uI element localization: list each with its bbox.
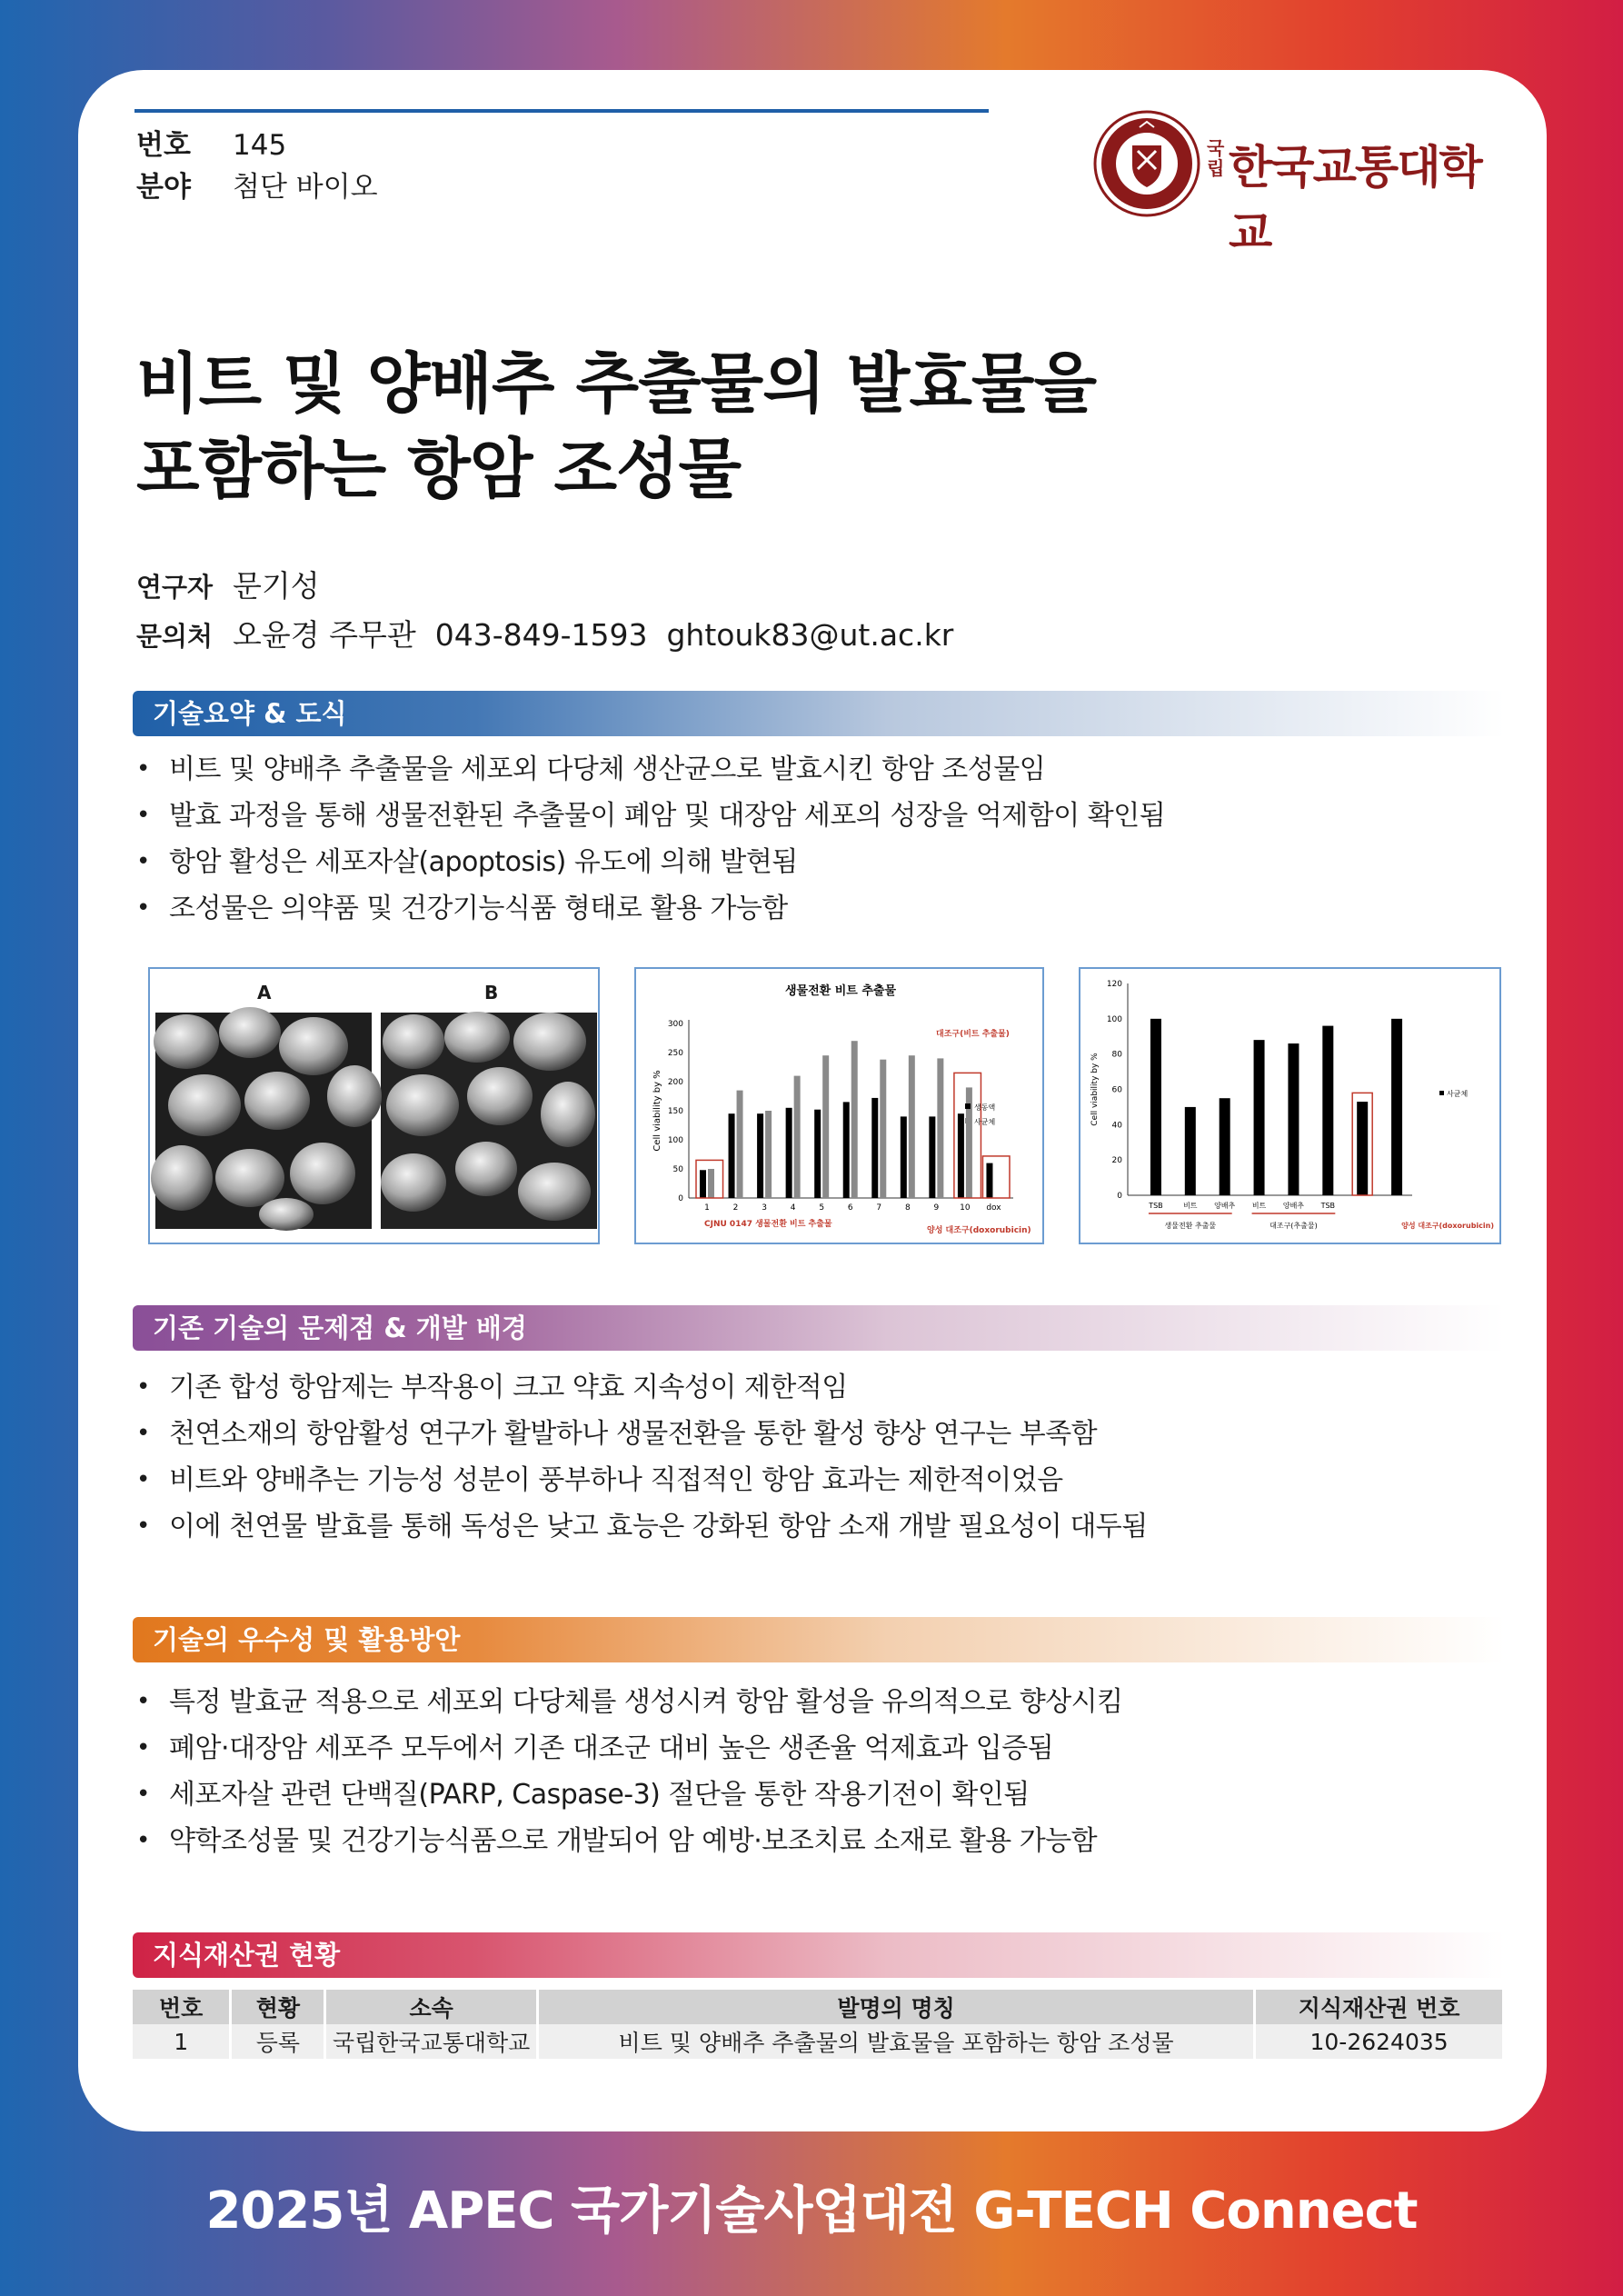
- title-line-1: 비트 및 양배추 추출물의 발효물을: [136, 345, 1096, 422]
- bar: [909, 1055, 915, 1198]
- table-cell: 10-2624035: [1255, 2024, 1504, 2059]
- y-axis-label: Cell viability by %: [652, 1070, 662, 1152]
- x-tick-label: 4: [790, 1203, 796, 1213]
- list-item: • 특정 발효균 적용으로 세포외 다당체를 생성시켜 항암 활성을 유의적으로 향상시킴: [136, 1679, 1123, 1725]
- researcher-value: 문기성: [233, 568, 320, 604]
- x-tick-label: 비트: [1183, 1202, 1198, 1210]
- annotation: 대조구(비트 추출물): [936, 1030, 1010, 1039]
- y-tick-label: 150: [667, 1107, 683, 1116]
- x-tick-label: 9: [933, 1203, 940, 1213]
- table-header: 번호: [133, 1990, 231, 2024]
- logo-small-text: 국립: [1207, 137, 1225, 179]
- bar: [851, 1041, 858, 1198]
- chart-1-svg: [636, 969, 1044, 1244]
- y-tick-label: 200: [667, 1078, 683, 1087]
- legend-label: 사균체: [974, 1118, 996, 1126]
- meta-number: [136, 122, 286, 163]
- x-tick-label: 6: [847, 1203, 853, 1213]
- bar: [958, 1113, 964, 1198]
- group-label: 양성 대조구(doxorubicin): [1401, 1222, 1494, 1230]
- x-tick-label: dox: [986, 1203, 1001, 1213]
- meta-field-label: 분야: [136, 171, 191, 204]
- bar: [1254, 1040, 1265, 1195]
- x-axis-label: CJNU 0147 생물전환 비트 추출물: [704, 1220, 832, 1229]
- x-tick-label: 8: [904, 1203, 911, 1213]
- bar: [843, 1102, 850, 1198]
- figure-label-b: B: [484, 982, 499, 1003]
- bar: [901, 1116, 907, 1198]
- y-tick-label: 40: [1111, 1121, 1122, 1131]
- table-cell: 국립한국교통대학교: [325, 2024, 538, 2059]
- researcher-label: 연구자: [136, 572, 214, 603]
- x-tick-label: 양배추: [1282, 1202, 1305, 1210]
- header-rule: [134, 109, 989, 113]
- section-excellence-header: 기술의 우수성 및 활용방안: [133, 1617, 1505, 1662]
- bar: [757, 1113, 763, 1198]
- x-tick-label: 5: [819, 1203, 825, 1213]
- x-tick-label: 2: [732, 1203, 739, 1213]
- table-cell: 등록: [231, 2024, 325, 2059]
- bar: [794, 1076, 801, 1198]
- page-title: [136, 341, 1096, 512]
- bar: [814, 1110, 821, 1198]
- table-row: [133, 2024, 1504, 2059]
- bar: [929, 1116, 935, 1198]
- university-logo: [1092, 109, 1510, 259]
- x-tick-label: 10: [960, 1203, 971, 1213]
- bar: [1220, 1098, 1230, 1195]
- x-tick-label: 1: [704, 1203, 710, 1213]
- bar: [1288, 1043, 1299, 1195]
- meta-number-label: 번호: [136, 129, 191, 162]
- list-item: • 세포자살 관련 단백질(PARP, Caspase-3) 절단을 통한 작용기전이 확인됨: [136, 1772, 1123, 1818]
- table-header: 지식재산권 번호: [1255, 1990, 1504, 2024]
- table-header: 발명의 명칭: [538, 1990, 1255, 2024]
- chart-2-svg: [1080, 969, 1501, 1244]
- section-ip-header: 지식재산권 현황: [133, 1932, 1505, 1978]
- list-item: • 조성물은 의약품 및 건강기능식품 형태로 활용 가능함: [136, 885, 1165, 932]
- list-item: • 발효 과정을 통해 생물전환된 추출물이 폐암 및 대장암 세포의 성장을 억제함이 확인됨: [136, 793, 1165, 839]
- microscopy-figure: [148, 967, 600, 1244]
- figure-label-a: A: [257, 982, 272, 1003]
- footer-banner: 2025년 APEC 국가기술사업대전 G-TECH Connect: [205, 2181, 1418, 2241]
- list-item: • 기존 합성 항암제는 부작용이 크고 약효 지속성이 제한적임: [136, 1364, 1148, 1411]
- bar: [1185, 1107, 1196, 1195]
- chart-extract-viability: [1079, 967, 1501, 1244]
- bar: [1357, 1102, 1368, 1195]
- meta-number-value: 145: [233, 129, 287, 162]
- table-header-row: [133, 1990, 1504, 2024]
- y-tick-label: 0: [1117, 1192, 1122, 1201]
- legend-swatch: [965, 1118, 971, 1123]
- bar: [700, 1170, 706, 1198]
- x-tick-label: 비트: [1251, 1202, 1267, 1210]
- table-header: 소속: [325, 1990, 538, 2024]
- logo-name: 한국교통대학교: [1229, 141, 1481, 259]
- x-tick-label: 3: [762, 1203, 767, 1213]
- y-tick-label: 0: [678, 1194, 683, 1203]
- legend-swatch: [1439, 1091, 1444, 1095]
- excellence-list: [136, 1679, 1123, 1864]
- bar: [786, 1108, 792, 1198]
- x-tick-label: TSB: [1320, 1202, 1336, 1210]
- list-item: • 천연소재의 항암활성 연구가 활발하나 생물전환을 통한 활성 향상 연구는 부족함: [136, 1411, 1148, 1457]
- bar: [1391, 1019, 1402, 1195]
- y-tick-label: 60: [1111, 1085, 1122, 1095]
- y-tick-label: 100: [1106, 1014, 1122, 1024]
- bar: [937, 1058, 943, 1198]
- chart-title: 생물전환 비트 추출물: [784, 984, 897, 998]
- list-item: • 항암 활성은 세포자살(apoptosis) 유도에 의해 발현됨: [136, 839, 1165, 885]
- list-item: • 이에 천연물 발효를 통해 독성은 낮고 효능은 강화된 항암 소재 개발 필요성이 대두됨: [136, 1503, 1148, 1550]
- bar: [765, 1111, 772, 1198]
- y-tick-label: 80: [1111, 1050, 1122, 1060]
- x-tick-label: TSB: [1149, 1202, 1163, 1210]
- y-tick-label: 100: [667, 1136, 683, 1145]
- list-item: • 비트와 양배추는 기능성 성분이 풍부하나 직접적인 항암 효과는 제한적이었음: [136, 1457, 1148, 1503]
- bar: [822, 1055, 829, 1198]
- contact-value: 오윤경 주무관 043-849-1593 ghtouk83@ut.ac.kr: [233, 617, 954, 653]
- group-label: 생물전환 추출물: [1164, 1222, 1217, 1230]
- table-cell: 비트 및 양배추 추출물의 발효물을 포함하는 항암 조성물: [538, 2024, 1255, 2059]
- list-item: • 비트 및 양배추 추출물을 세포외 다당체 생산균으로 발효시킨 항암 조성물임: [136, 746, 1165, 793]
- list-item: • 약학조성물 및 건강기능식품으로 개발되어 암 예방·보조치료 소재로 활용 가능함: [136, 1818, 1123, 1864]
- bar: [871, 1098, 878, 1198]
- table-cell: 1: [133, 2024, 231, 2059]
- annotation: 양성 대조구(doxorubicin): [927, 1226, 1031, 1235]
- y-tick-label: 50: [672, 1165, 683, 1174]
- legend-label: 사균체: [1447, 1090, 1469, 1098]
- group-label: 대조구(추출물): [1270, 1222, 1318, 1230]
- y-tick-label: 300: [667, 1020, 683, 1029]
- x-tick-label: 양배추: [1214, 1202, 1236, 1210]
- bar: [729, 1113, 735, 1198]
- y-axis-label: Cell viability by %: [1090, 1053, 1100, 1126]
- contact-row: [136, 612, 953, 654]
- legend-label: 생동액: [974, 1103, 996, 1112]
- y-tick-label: 250: [667, 1049, 683, 1058]
- list-item: • 폐암·대장암 세포주 모두에서 기존 대조군 대비 높은 생존율 억제효과 입증됨: [136, 1725, 1123, 1772]
- micrograph-images: [150, 969, 600, 1244]
- y-tick-label: 20: [1111, 1156, 1122, 1166]
- y-tick-label: 120: [1106, 980, 1122, 989]
- bar: [880, 1060, 886, 1198]
- contact-label: 문의처: [136, 621, 214, 652]
- section-background-header: 기존 기술의 문제점 & 개발 배경: [133, 1305, 1505, 1351]
- ip-table: [133, 1990, 1505, 2059]
- title-line-2: 포함하는 항암 조성물: [136, 431, 742, 507]
- meta-field: [136, 164, 378, 205]
- table-header: 현황: [231, 1990, 325, 2024]
- chart-beet-viability: [634, 967, 1044, 1244]
- bar: [708, 1169, 714, 1198]
- researcher-row: [136, 563, 320, 605]
- meta-field-value: 첨단 바이오: [233, 171, 378, 204]
- bar: [1322, 1026, 1333, 1195]
- x-tick-label: 7: [876, 1203, 882, 1213]
- section-summary-header: 기술요약 & 도식: [133, 691, 1505, 736]
- bar: [986, 1163, 992, 1198]
- summary-list: [136, 746, 1165, 932]
- bar: [737, 1091, 743, 1198]
- background-list: [136, 1364, 1148, 1550]
- bar: [1150, 1019, 1161, 1195]
- legend-swatch: [965, 1103, 971, 1109]
